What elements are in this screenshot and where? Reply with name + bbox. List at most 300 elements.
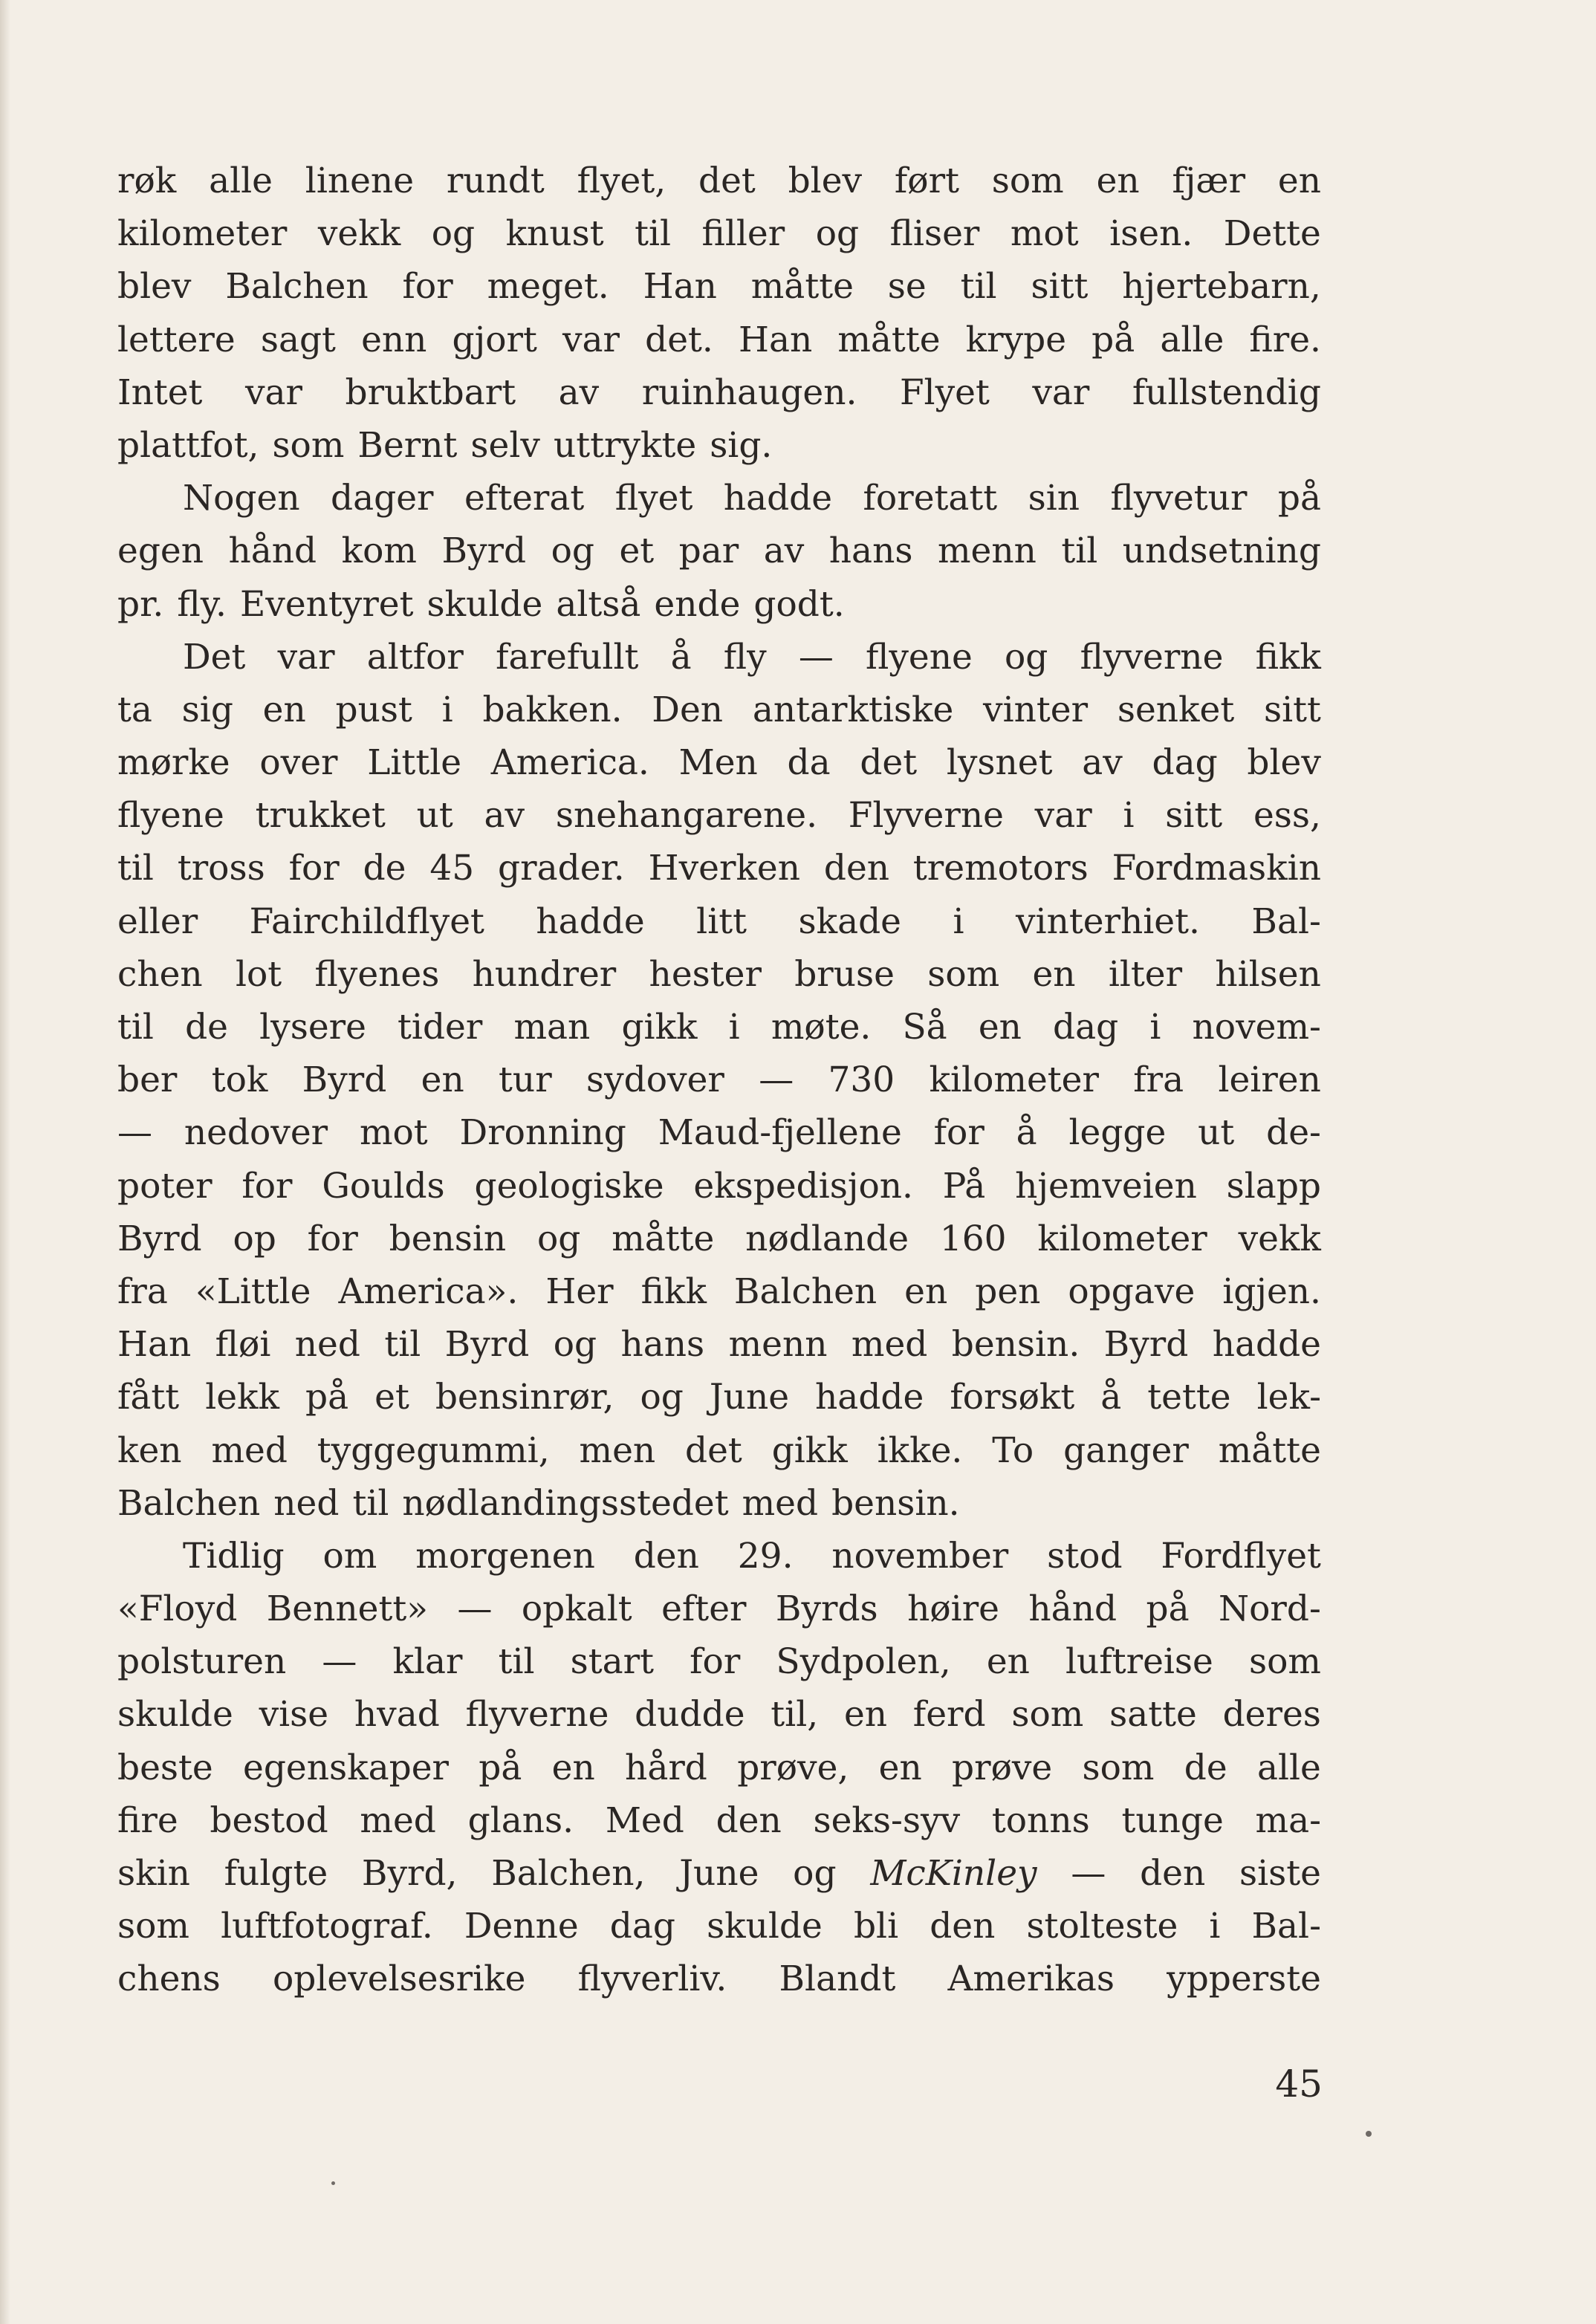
word: nedover bbox=[184, 1112, 328, 1154]
text-line bbox=[117, 1054, 1321, 1106]
word: flyverliv. bbox=[577, 1958, 727, 2000]
word: trukket bbox=[255, 795, 386, 837]
word: for bbox=[307, 1218, 358, 1259]
word: ess, bbox=[1253, 795, 1321, 837]
word: hadde bbox=[723, 478, 833, 519]
word: Byrd bbox=[1103, 1324, 1189, 1366]
word: stolteste bbox=[1026, 1906, 1178, 1947]
paper-speck bbox=[331, 2181, 335, 2185]
word: med bbox=[211, 1429, 288, 1471]
word: flyet, bbox=[577, 160, 666, 201]
word: var bbox=[1034, 795, 1092, 837]
word: måtte bbox=[837, 319, 941, 360]
word: egenskaper bbox=[243, 1747, 449, 1788]
text-line bbox=[117, 1106, 1321, 1159]
word: Byrds bbox=[775, 1588, 878, 1630]
text-line bbox=[117, 1742, 1321, 1794]
word: Goulds bbox=[322, 1165, 445, 1207]
word: hadde bbox=[536, 900, 645, 942]
word: møte. bbox=[771, 1007, 872, 1048]
word: antarktiske bbox=[752, 689, 954, 730]
word: som bbox=[1248, 1641, 1321, 1683]
word: med bbox=[360, 1799, 436, 1841]
word: tunge bbox=[1121, 1799, 1224, 1841]
word: — bbox=[798, 636, 834, 678]
text-line bbox=[117, 895, 1321, 948]
word: november bbox=[831, 1535, 1009, 1577]
word: Det bbox=[183, 636, 246, 678]
word: Han bbox=[117, 1324, 192, 1366]
page-edge bbox=[0, 0, 10, 2324]
text-line bbox=[117, 1530, 1321, 1583]
word: Eventyret bbox=[239, 583, 414, 625]
word: Han bbox=[738, 319, 813, 360]
word: sitt bbox=[1031, 266, 1089, 308]
word: efter bbox=[661, 1588, 747, 1630]
word: dudde bbox=[635, 1694, 745, 1736]
word: måtte bbox=[612, 1218, 715, 1259]
word: hvad bbox=[354, 1694, 440, 1736]
word: pust bbox=[335, 689, 412, 730]
word: som bbox=[1011, 1694, 1084, 1736]
word: på bbox=[479, 1747, 522, 1788]
word: alle bbox=[209, 160, 273, 201]
word: lettere bbox=[117, 319, 236, 360]
word: lysere bbox=[259, 1007, 366, 1048]
word: Maud-fjellene bbox=[658, 1112, 902, 1154]
word: fly bbox=[723, 636, 767, 678]
word: skulde bbox=[426, 583, 543, 625]
word: måtte bbox=[1218, 1429, 1321, 1471]
word: Byrd, bbox=[361, 1853, 458, 1894]
word: Blandt bbox=[779, 1958, 896, 2000]
word: for bbox=[690, 1641, 741, 1683]
word: stod bbox=[1047, 1535, 1123, 1577]
text-line bbox=[117, 472, 1321, 525]
word: Nord- bbox=[1219, 1588, 1321, 1630]
word: På bbox=[942, 1165, 986, 1207]
word: Fairchildflyet bbox=[249, 900, 484, 942]
word: hjemveien bbox=[1015, 1165, 1197, 1207]
word: kilometer bbox=[1037, 1218, 1207, 1259]
word: deres bbox=[1222, 1694, 1321, 1736]
word: altså bbox=[556, 583, 641, 625]
text-line bbox=[117, 525, 1321, 577]
word: altfor bbox=[366, 636, 464, 678]
word: foretatt bbox=[863, 478, 998, 519]
word: det bbox=[685, 1429, 742, 1471]
word: fulgte bbox=[224, 1853, 328, 1894]
word: og bbox=[553, 1324, 597, 1366]
word: ilter bbox=[1108, 953, 1183, 995]
word: linene bbox=[305, 160, 415, 201]
word: Balchen bbox=[733, 1270, 878, 1312]
word: for bbox=[241, 1165, 293, 1207]
word: ut bbox=[416, 795, 453, 837]
word: man bbox=[513, 1007, 591, 1048]
text-line bbox=[117, 842, 1321, 895]
word: forsøkt bbox=[950, 1377, 1075, 1418]
word: som bbox=[1082, 1747, 1155, 1788]
text-line bbox=[117, 1477, 1321, 1530]
word: polsturen bbox=[117, 1641, 287, 1683]
word: hans bbox=[620, 1324, 705, 1366]
word: de- bbox=[1266, 1112, 1321, 1154]
text-line bbox=[117, 314, 1321, 366]
word: Tidlig bbox=[183, 1535, 285, 1577]
word: måtte bbox=[750, 266, 854, 308]
word: tonns bbox=[991, 1799, 1090, 1841]
word: — bbox=[117, 1112, 152, 1154]
word: den bbox=[716, 1799, 782, 1841]
word: den bbox=[930, 1906, 996, 1947]
word: av bbox=[484, 795, 525, 837]
word: alle bbox=[1160, 319, 1224, 360]
word: til bbox=[117, 1007, 154, 1048]
word: hjertebarn, bbox=[1122, 266, 1321, 308]
word: hånd bbox=[1028, 1588, 1117, 1630]
text-line bbox=[117, 1794, 1321, 1847]
word: sagt bbox=[260, 319, 336, 360]
word: blev bbox=[1247, 742, 1321, 784]
text-line bbox=[117, 207, 1321, 260]
word: filler bbox=[701, 213, 785, 255]
word: som bbox=[927, 953, 1000, 995]
word: 45 bbox=[429, 848, 475, 889]
word: Her bbox=[545, 1270, 614, 1312]
word: ypperste bbox=[1167, 1958, 1321, 2000]
word: lysnet bbox=[946, 742, 1053, 784]
word: blev bbox=[788, 160, 863, 201]
word: var bbox=[1032, 371, 1090, 413]
word: Intet bbox=[117, 371, 203, 413]
word: røk bbox=[117, 160, 177, 201]
word: flyenes bbox=[314, 953, 440, 995]
word: kom bbox=[341, 530, 417, 572]
word: var bbox=[244, 371, 302, 413]
word: sydover bbox=[585, 1059, 724, 1101]
word: se bbox=[887, 266, 927, 308]
word: Balchen bbox=[117, 1482, 261, 1524]
word: undsetning bbox=[1122, 530, 1321, 572]
word: Bennett» bbox=[266, 1588, 429, 1630]
word: meget. bbox=[487, 266, 609, 308]
word: ekspedisjon. bbox=[693, 1165, 913, 1207]
word: en bbox=[262, 689, 306, 730]
word: bensin. bbox=[951, 1324, 1080, 1366]
word: flyvetur bbox=[1110, 478, 1248, 519]
text-line bbox=[117, 1371, 1321, 1424]
word: de bbox=[185, 1007, 228, 1048]
word: en bbox=[1096, 160, 1140, 201]
text-line bbox=[117, 948, 1321, 1001]
word: en bbox=[986, 1641, 1030, 1683]
word: bakken. bbox=[482, 689, 623, 730]
word: bensinrør, bbox=[435, 1377, 614, 1418]
word: over bbox=[259, 742, 338, 784]
word: fire bbox=[117, 1799, 178, 1841]
word: tette bbox=[1147, 1377, 1231, 1418]
word: bensin. bbox=[831, 1482, 960, 1524]
word: og bbox=[537, 1218, 581, 1259]
word: blev bbox=[117, 266, 192, 308]
word: som bbox=[272, 424, 345, 466]
word: luftreise bbox=[1065, 1641, 1213, 1683]
word: Dronning bbox=[459, 1112, 626, 1154]
word: litt bbox=[696, 900, 747, 942]
word: opkalt bbox=[521, 1588, 632, 1630]
text-line bbox=[117, 1847, 1321, 1900]
word: nødlande bbox=[745, 1218, 909, 1259]
word: til bbox=[117, 848, 154, 889]
word: gikk bbox=[621, 1007, 698, 1048]
word: Dette bbox=[1223, 213, 1321, 255]
word: av bbox=[763, 530, 805, 572]
word: knust bbox=[505, 213, 604, 255]
word: og bbox=[551, 530, 594, 572]
word: en bbox=[878, 1747, 922, 1788]
word: ende bbox=[654, 583, 741, 625]
word: menn bbox=[728, 1324, 828, 1366]
word: kilometer bbox=[117, 213, 288, 255]
word: fliser bbox=[889, 213, 980, 255]
word: dager bbox=[331, 478, 434, 519]
word: poter bbox=[117, 1165, 213, 1207]
word: egen bbox=[117, 530, 204, 572]
word: og bbox=[640, 1377, 684, 1418]
word: alle bbox=[1256, 1747, 1321, 1788]
word: fly. bbox=[177, 583, 227, 625]
word: til bbox=[1061, 530, 1098, 572]
word: tider bbox=[398, 1007, 483, 1048]
word: var bbox=[277, 636, 335, 678]
word: til bbox=[498, 1641, 535, 1683]
word: To bbox=[992, 1429, 1034, 1471]
word: seks-syv bbox=[813, 1799, 961, 1841]
word: bli bbox=[853, 1906, 899, 1947]
word: vise bbox=[259, 1694, 329, 1736]
word: leiren bbox=[1218, 1059, 1321, 1101]
word: den bbox=[823, 848, 890, 889]
word: uttrykte bbox=[553, 424, 697, 466]
word: Flyet bbox=[899, 371, 990, 413]
word: ma- bbox=[1255, 1799, 1321, 1841]
word: men bbox=[579, 1429, 656, 1471]
word: mot bbox=[359, 1112, 428, 1154]
word: et bbox=[374, 1377, 409, 1418]
word: tur bbox=[499, 1059, 552, 1101]
word: da bbox=[787, 742, 831, 784]
word: de bbox=[1184, 1747, 1227, 1788]
word: Byrd bbox=[444, 1324, 530, 1366]
word: om bbox=[322, 1535, 377, 1577]
word: gikk bbox=[771, 1429, 848, 1471]
word: den bbox=[1140, 1853, 1206, 1894]
word: og bbox=[1005, 636, 1048, 678]
word: ganger bbox=[1063, 1429, 1189, 1471]
word: i bbox=[1149, 1007, 1161, 1048]
word: en bbox=[1277, 160, 1321, 201]
word: chens bbox=[117, 1958, 221, 2000]
word: en bbox=[843, 1694, 888, 1736]
word: krype bbox=[965, 319, 1067, 360]
word: vekk bbox=[317, 213, 401, 255]
word: sig bbox=[181, 689, 233, 730]
word: det bbox=[860, 742, 918, 784]
word: i bbox=[1123, 795, 1135, 837]
word: lek- bbox=[1256, 1377, 1321, 1418]
word: «Floyd bbox=[117, 1588, 238, 1630]
word: June bbox=[679, 1853, 759, 1894]
word: rundt bbox=[446, 160, 545, 201]
text-line bbox=[117, 1318, 1321, 1371]
word: skulde bbox=[117, 1694, 233, 1736]
word: America». bbox=[338, 1270, 519, 1312]
word: Bal- bbox=[1251, 900, 1321, 942]
word: Han bbox=[643, 266, 717, 308]
text-line bbox=[117, 1635, 1321, 1688]
word: hadde bbox=[1212, 1324, 1321, 1366]
word: legge bbox=[1068, 1112, 1167, 1154]
word: hånd bbox=[228, 530, 317, 572]
word: tremotors bbox=[912, 848, 1089, 889]
text-line bbox=[117, 1583, 1321, 1635]
word: flyene bbox=[866, 636, 973, 678]
word: flyet bbox=[614, 478, 693, 519]
word: morgenen bbox=[415, 1535, 595, 1577]
word: sig. bbox=[710, 424, 773, 466]
word: dag bbox=[1152, 742, 1218, 784]
word: til bbox=[352, 1482, 389, 1524]
word: var bbox=[562, 319, 620, 360]
text-line bbox=[117, 419, 1321, 472]
word: i bbox=[441, 689, 453, 730]
word: prøve, bbox=[737, 1747, 849, 1788]
text-line bbox=[117, 1900, 1321, 1953]
word: oplevelsesrike bbox=[272, 1958, 526, 2000]
word: Sydpolen, bbox=[776, 1641, 951, 1683]
word: flyene bbox=[117, 795, 224, 837]
word: å bbox=[1016, 1112, 1037, 1154]
word: bestod bbox=[210, 1799, 328, 1841]
word: 730 bbox=[828, 1059, 895, 1101]
word: det. bbox=[645, 319, 713, 360]
text-line bbox=[117, 1160, 1321, 1213]
word: ut bbox=[1198, 1112, 1235, 1154]
word: til bbox=[635, 213, 672, 255]
word: for bbox=[933, 1112, 984, 1154]
text-line bbox=[117, 366, 1321, 419]
word: nødlandingsstedet bbox=[402, 1482, 729, 1524]
word: fra bbox=[1133, 1059, 1184, 1101]
word: den bbox=[633, 1535, 699, 1577]
word: høire bbox=[907, 1588, 999, 1630]
word: plattfot, bbox=[117, 424, 259, 466]
word: June bbox=[709, 1377, 790, 1418]
word: som bbox=[117, 1906, 189, 1947]
word: på bbox=[1277, 478, 1321, 519]
text-line bbox=[117, 578, 1321, 631]
word: hadde bbox=[815, 1377, 924, 1418]
text-line bbox=[117, 789, 1321, 842]
word: sitt bbox=[1263, 689, 1321, 730]
word: i bbox=[953, 900, 964, 942]
word: efterat bbox=[464, 478, 585, 519]
word: isen. bbox=[1109, 213, 1193, 255]
word: fire. bbox=[1249, 319, 1321, 360]
word: og bbox=[431, 213, 476, 255]
word: for bbox=[402, 266, 453, 308]
word: en bbox=[904, 1270, 948, 1312]
word: til bbox=[960, 266, 997, 308]
word: tross bbox=[177, 848, 265, 889]
word: vekk bbox=[1238, 1218, 1321, 1259]
word: eller bbox=[117, 900, 198, 942]
word: «Little bbox=[195, 1270, 311, 1312]
word: og bbox=[815, 213, 860, 255]
word: Nogen bbox=[183, 478, 300, 519]
word: med bbox=[742, 1482, 819, 1524]
text-line bbox=[117, 260, 1321, 313]
word: flyverne bbox=[465, 1694, 609, 1736]
text-line bbox=[117, 1953, 1321, 2005]
word: Hverken bbox=[648, 848, 801, 889]
word: luftfotograf. bbox=[221, 1906, 433, 1947]
word: vinterhiet. bbox=[1015, 900, 1200, 942]
word: op bbox=[233, 1218, 276, 1259]
word: bensin bbox=[389, 1218, 507, 1259]
word: på bbox=[305, 1377, 349, 1418]
text-line bbox=[117, 155, 1321, 207]
word: Flyverne bbox=[848, 795, 1004, 837]
word: av bbox=[1082, 742, 1123, 784]
word: Byrd bbox=[302, 1059, 387, 1101]
word: på bbox=[1146, 1588, 1190, 1630]
text-line bbox=[117, 1424, 1321, 1477]
word: ken bbox=[117, 1429, 182, 1471]
word: ikke. bbox=[877, 1429, 963, 1471]
word: Bernt bbox=[357, 424, 458, 466]
word: Little bbox=[367, 742, 462, 784]
word: siste bbox=[1239, 1853, 1321, 1894]
word: slapp bbox=[1226, 1165, 1321, 1207]
word: ber bbox=[117, 1059, 178, 1101]
word: en bbox=[1032, 953, 1076, 995]
word: ferd bbox=[912, 1694, 986, 1736]
word: Balchen, bbox=[491, 1853, 646, 1894]
text-line bbox=[117, 736, 1321, 789]
word: hilsen bbox=[1215, 953, 1321, 995]
word: ta bbox=[117, 689, 152, 730]
word: McKinley bbox=[870, 1853, 1037, 1894]
word: skulde bbox=[707, 1906, 823, 1947]
paper-speck bbox=[1366, 2131, 1372, 2137]
word: med bbox=[851, 1324, 928, 1366]
word: lekk bbox=[205, 1377, 280, 1418]
text-line bbox=[117, 1001, 1321, 1054]
word: pr. bbox=[117, 583, 164, 625]
word: hester bbox=[649, 953, 762, 995]
word: — bbox=[322, 1641, 357, 1683]
word: i bbox=[728, 1007, 740, 1048]
word: senket bbox=[1117, 689, 1235, 730]
word: bruktbart bbox=[345, 371, 516, 413]
word: 160 bbox=[939, 1218, 1007, 1259]
word: grader. bbox=[498, 848, 625, 889]
text-line bbox=[117, 631, 1321, 684]
word: Byrd bbox=[117, 1218, 202, 1259]
word: bruse bbox=[794, 953, 895, 995]
